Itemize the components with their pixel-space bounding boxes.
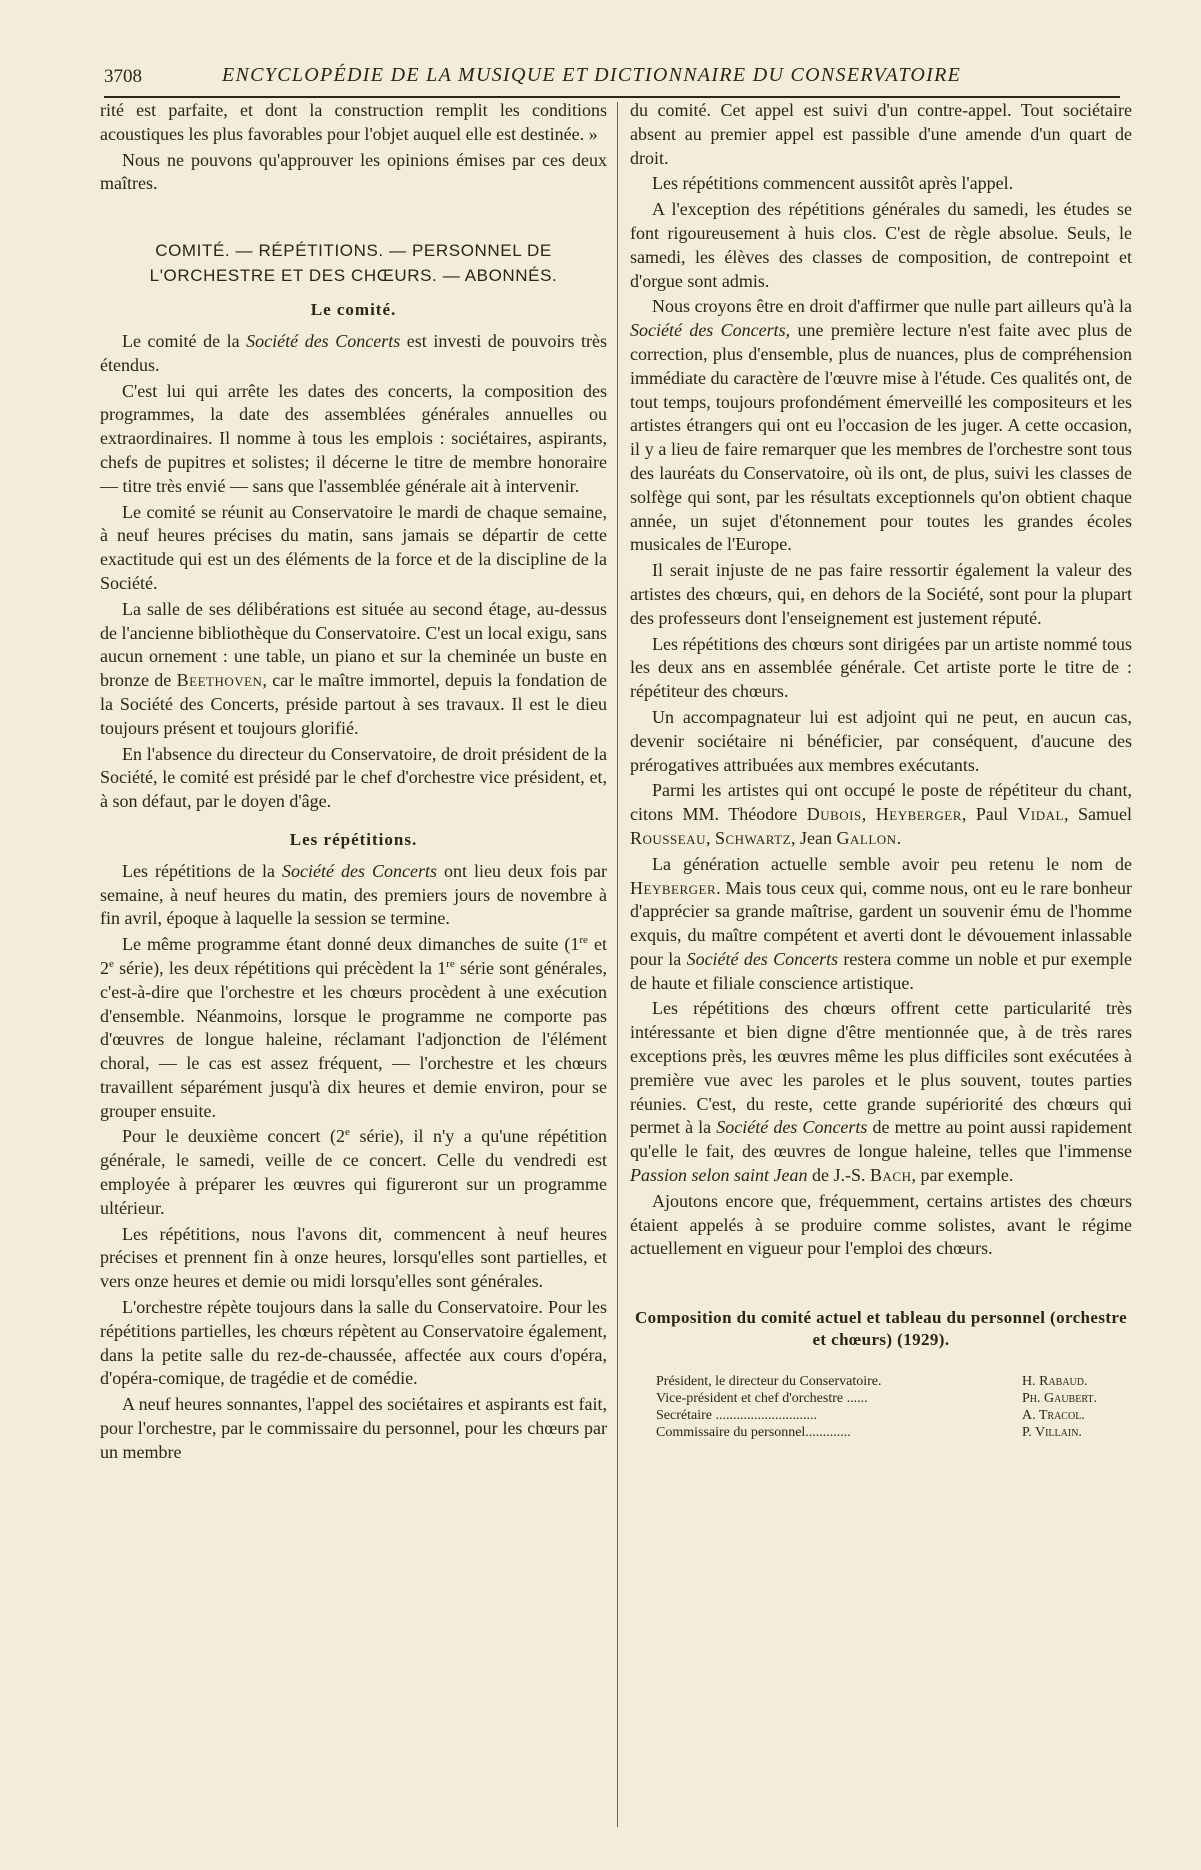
staff-role: Secrétaire ............................. [656, 1408, 817, 1424]
paragraph: Nous croyons être en droit d'affirmer que nulle part ailleurs qu'à la Société des Concerts, une première lecture n'est faite avec plus de correction, plus d'ensemble, plus de nuances, plus de compréhension immédiate du caractère de l'œuvre mise à l'étude. Ces qualités ont, de tout temps, toujours profondément émerveillé les compositeurs et les artistes étrangers qui ont eu l'occasion de les juger. A cette occasion, il y a lieu de faire remarquer que les membres de l'orchestre sont tous des lauréats du Conservatoire, où ils ont, de plus, suivi les classes de solfège qui sont, par les résultats exceptionnels qu'on obtient chaque année, un sujet d'étonnement pour toutes les grandes écoles musicales de l'Europe. [630, 296, 1132, 555]
paragraph: En l'absence du directeur du Conservatoire, de droit président de la Société, le comité est présidé par le chef d'orchestre vice président, et, à son défaut, par le doyen d'âge. [100, 743, 607, 812]
paragraph: Les répétitions, nous l'avons dit, commencent à neuf heures précises et prennent fin à onze heures, lorsqu'elles sont partielles, et vers onze heures et demie ou midi lorsqu'elles sont générales. [100, 1223, 607, 1292]
column-divider [617, 102, 618, 1827]
subheading-comite: Le comité. [310, 300, 397, 320]
paragraph: L'orchestre répète toujours dans la salle du Conservatoire. Pour les répétitions partielles, les chœurs répètent au Conservatoire également, dans la petite salle du rez-de-chaussée, affectée aux cours d'opéra, d'opéra-comique, de tragédie et de comédie. [100, 1297, 607, 1389]
staff-role: Président, le directeur du Conservatoire. [656, 1374, 882, 1390]
paragraph: Pour le deuxième concert (2e série), il n'y a qu'une répétition générale, le samedi, veille de ce concert. Celle du vendredi est employée à préparer les œuvres qui figureront sur un programme ultérieur. [100, 1126, 607, 1218]
staff-row [656, 1407, 1132, 1424]
staff-name: A. Tracol. [1022, 1408, 1085, 1424]
staff-name: Ph. Gaubert. [1022, 1391, 1098, 1407]
left-column [100, 99, 607, 1465]
paragraph: Un accompagnateur lui est adjoint qui ne peut, en aucun cas, devenir sociétaire ni bénéficier, par conséquent, d'aucune des prérogatives attribuées aux membres exécutants. [630, 706, 1132, 775]
paragraph: A neuf heures sonnantes, l'appel des sociétaires et aspirants est fait, pour l'orchestre, par le commissaire du personnel, pour les chœurs par un membre [100, 1394, 607, 1462]
staff-row [656, 1424, 1132, 1441]
paragraph: rité est parfaite, et dont la construction remplit les conditions acoustiques les plus favorables pour l'objet auquel elle est destinée. » [100, 100, 607, 144]
staff-role: Vice-président et chef d'orchestre ...... [656, 1391, 868, 1407]
staff-table [630, 1373, 1132, 1441]
subheading-repetitions: Les répétitions. [289, 829, 418, 849]
paragraph: Les répétitions de la Société des Concerts ont lieu deux fois par semaine, à neuf heures du matin, des premiers jours de novembre à fin avril, époque à laquelle la session se termine. [100, 860, 607, 929]
paragraph: La génération actuelle semble avoir peu retenu le nom de Heyberger. Mais tous ceux qui, comme nous, ont eu le rare bonheur d'apprécier sa grande maîtrise, gardent un souvenir ému de l'homme exquis, du maître compétent et averti dont le dévouement inlassable pour la Société des Concerts restera comme un noble et pur exemple de haute et filiale conscience artistique. [630, 853, 1133, 993]
paragraph: Nous ne pouvons qu'approuver les opinions émises par ces deux maîtres. [100, 149, 607, 194]
staff-role: Commissaire du personnel............. [656, 1425, 851, 1441]
paragraph: Le comité de la Société des Concerts est investi de pouvoirs très étendus. [100, 330, 607, 375]
staff-name: P. Villain. [1022, 1425, 1082, 1441]
page-number: 3708 [104, 66, 142, 87]
paragraph: Ajoutons encore que, fréquemment, certains artistes des chœurs étaient appelés à se produire comme solistes, avant le régime actuellement en vigueur pour l'emploi des chœurs. [630, 1190, 1132, 1259]
paragraph: Le comité se réunit au Conservatoire le mardi de chaque semaine, à neuf heures précises du matin, sans jamais se départir de cette exactitude qui est un des éléments de la force et de la discipline de la Société. [100, 501, 607, 593]
paragraph: Les répétitions commencent aussitôt après l'appel. [652, 173, 1014, 194]
paragraph: Il serait injuste de ne pas faire ressortir également la valeur des artistes des chœurs, qui, en dehors de la Société, sont pour la plupart des professeurs dont l'enseignement est justement réputé. [630, 560, 1132, 628]
paragraph: Le même programme étant donné deux dimanches de suite (1re et 2e série), les deux répétitions qui précèdent la 1re série sont générales, c'est-à-dire que l'orchestre et les chœurs procèdent à une exécution d'ensemble. Néanmoins, lorsque le programme ne comporte pas d'œuvres de longue haleine, réclamant l'adjonction de l'élément choral, — le cas est assez fréquent, — l'orchestre et les chœurs travaillent séparément jusqu'à dix heures et demie environ, pour se grouper ensuite. [100, 934, 607, 1121]
paragraph: du comité. Cet appel est suivi d'un contre-appel. Tout sociétaire absent au premier appel est passible d'une amende d'un quart de droit. [630, 100, 1132, 168]
paragraph: C'est lui qui arrête les dates des concerts, la composition des programmes, la date des assemblées générales annuelles ou extraordinaires. Il nomme à tous les emplois : sociétaires, aspirants, chefs de pupitres et solistes; il décerne le titre de membre honoraire — titre très envié — sans que l'assemblée générale ait à intervenir. [100, 380, 607, 496]
staff-row [656, 1373, 1132, 1390]
staff-row [656, 1390, 1132, 1407]
right-column [630, 99, 1132, 1441]
running-title: ENCYCLOPÉDIE DE LA MUSIQUE ET DICTIONNAIRE DU CONSERVATOIRE [222, 64, 962, 86]
paragraph: La salle de ses délibérations est située au second étage, au-dessus de l'ancienne bibliothèque du Conservatoire. C'est un local exigu, sans aucun ornement : une table, un piano et sur la cheminée un buste en bronze de Beethoven, car le maître immortel, depuis la fondation de la Société des Concerts, préside partout à ses travaux. Il est le dieu toujours présent et toujours glorifié. [100, 598, 607, 738]
paragraph: A l'exception des répétitions générales du samedi, les études se font rigoureusement à huis clos. C'est de règle absolue. Seuls, le samedi, les élèves des classes de composition, de contrepoint et d'orgue sont admis. [630, 199, 1132, 291]
staff-table-title: Composition du comité actuel et tableau du personnel (orchestre et chœurs) (1929). [634, 1308, 1128, 1350]
running-header [104, 62, 1120, 98]
section-heading: COMITÉ. — RÉPÉTITIONS. — PERSONNEL DE L'ORCHESTRE ET DES CHŒURS. — ABONNÉS. [149, 241, 558, 286]
paragraph: Les répétitions des chœurs offrent cette particularité très intéressante et bien digne d'être mentionnée que, à de très rares exceptions près, les œuvres même les plus difficiles sont exécutées à première vue avec les paroles et le plus souvent, toutes parties réunies. C'est, du reste, cette grande supériorité des chœurs qui permet à la Société des Concerts de mettre au point aussi rapidement qu'elle le fait, des œuvres de longue haleine, telles que l'immense Passion selon saint Jean de J.-S. Bach, par exemple. [630, 998, 1132, 1186]
staff-name: H. Rabaud. [1022, 1374, 1088, 1390]
paragraph: Parmi les artistes qui ont occupé le poste de répétiteur du chant, citons MM. Théodore Dubois, Heyberger, Paul Vidal, Samuel Rousseau, Schwartz, Jean Gallon. [630, 780, 1132, 848]
paragraph: Les répétitions des chœurs sont dirigées par un artiste nommé tous les deux ans en assemblée générale. Cet artiste porte le titre de : répétiteur des chœurs. [630, 633, 1132, 702]
